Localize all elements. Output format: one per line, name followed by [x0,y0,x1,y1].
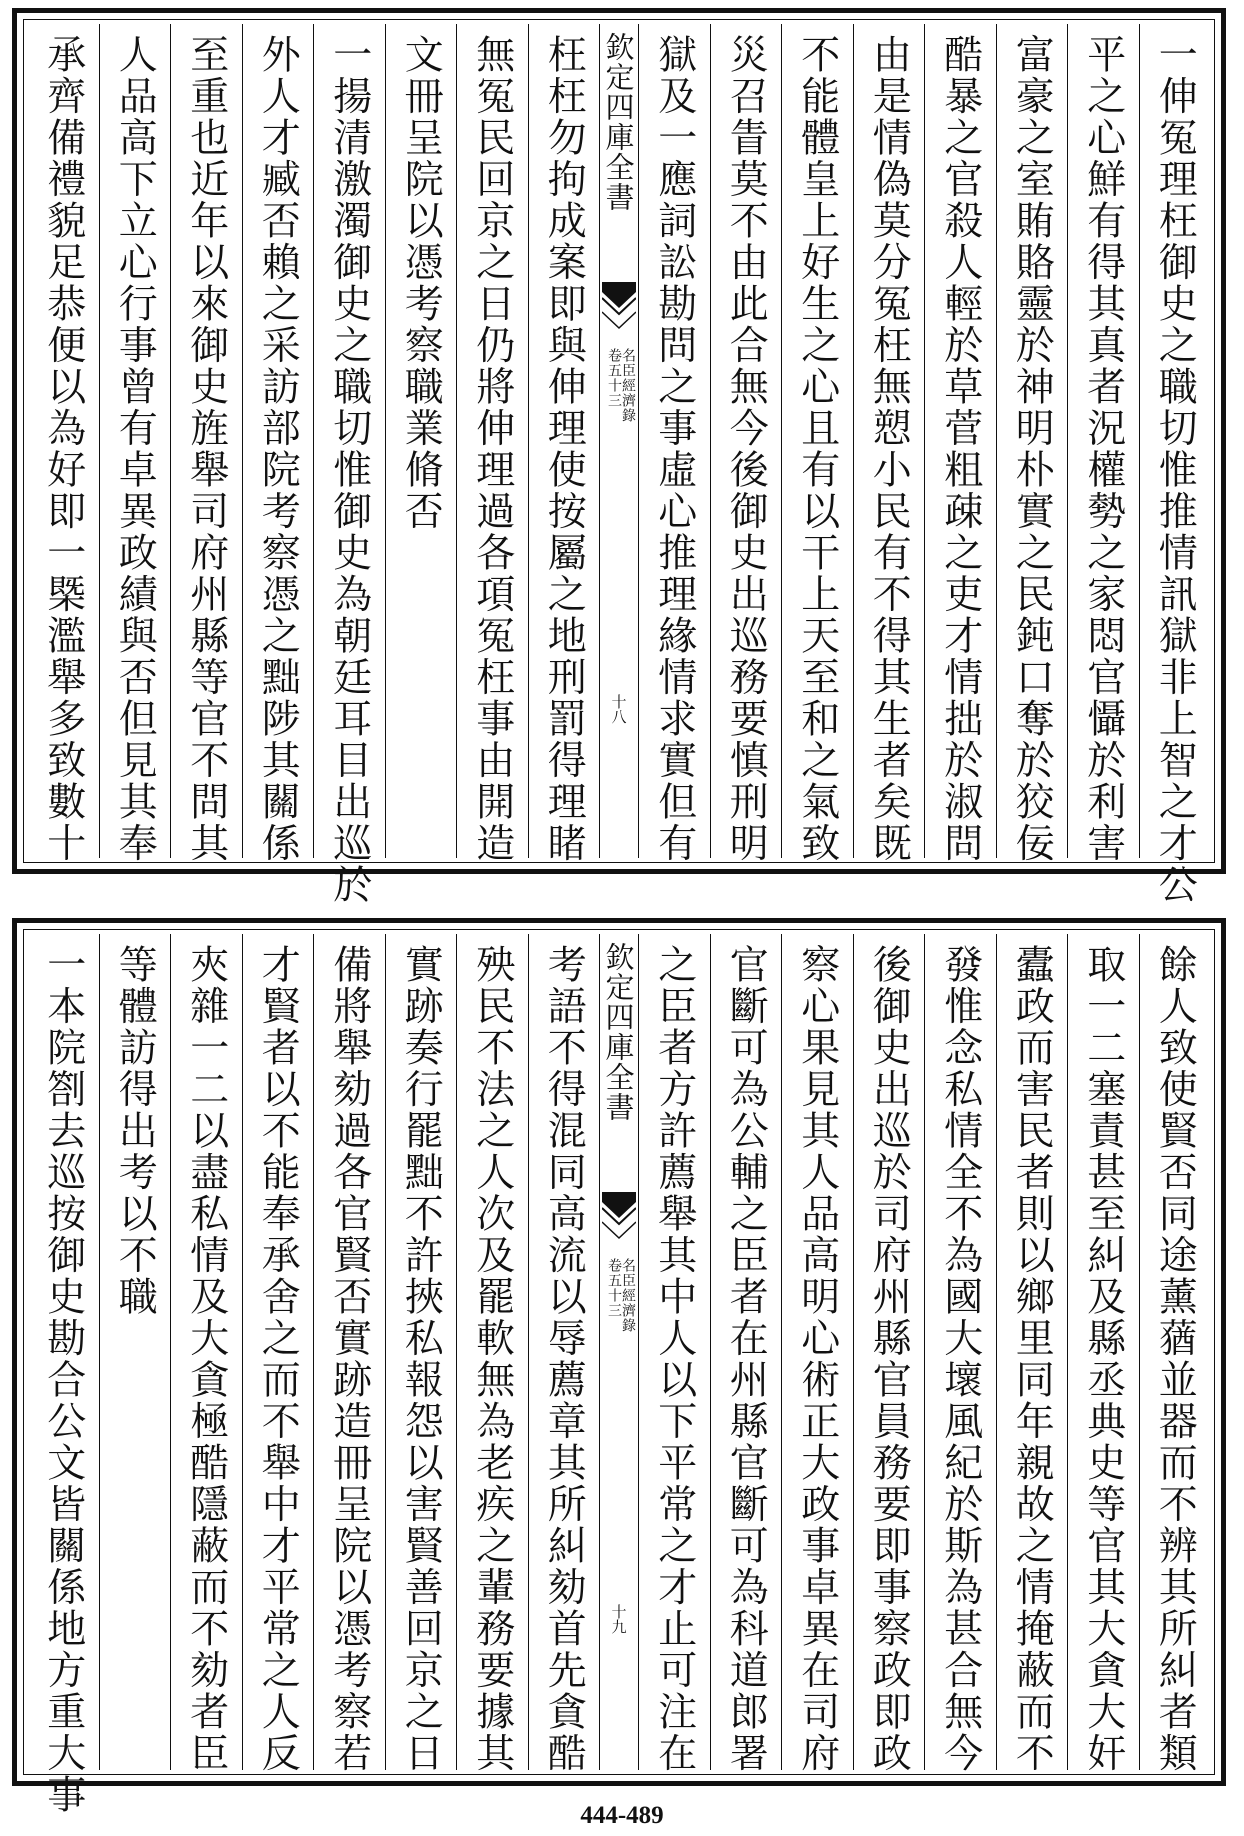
text-column [781,24,853,864]
text-column [28,934,99,1816]
book-name: 名臣經濟錄 [620,1258,636,1333]
fish-tail-mark-icon [602,1192,636,1254]
text-column [313,24,385,906]
text-column [528,24,600,864]
column-text: 富豪之室賄賂靈於神明朴實之民鈍口奪於狡佞 [1009,34,1055,864]
column-text: 文冊呈院以憑考察職業脩否 [398,34,444,532]
column-text: 發惟念私情全不為國大壞風紀於斯為甚合無今 [937,944,983,1774]
column-text: 一伸冤理枉御史之職切惟推情訊獄非上智之才公 [1152,34,1198,906]
text-column [28,24,99,864]
text-column [638,934,710,1774]
column-text: 一揚清激濁御史之職切惟御史為朝廷耳目出巡於 [326,34,372,906]
text-column [99,24,171,864]
column-text: 至重也近年以來御史旌舉司府州縣等官不問其 [183,34,229,864]
book-series-title: 欽定四庫全書 [601,32,636,212]
column-text: 蠹政而害民者則以鄉里同年親故之情掩蔽而不 [1009,944,1055,1774]
text-column [456,934,528,1774]
text-column [385,934,457,1774]
center-fold-column [599,934,638,1770]
column-text: 平之心鮮有得其真者況權勢之家悶官懾於利害 [1080,34,1126,864]
text-column [996,934,1068,1774]
column-text: 殃民不法之人次及罷軟無為老疾之輩務要據其 [469,944,515,1774]
text-column [242,934,314,1774]
column-text: 取一二塞責甚至糾及縣丞典史等官其大貪大奸 [1080,944,1126,1774]
column-text: 餘人致使賢否同途薰蕕並器而不辨其所糾者類 [1152,944,1198,1774]
column-text: 獄及一應詞訟勘問之事虛心推理緣情求實但有 [651,34,697,864]
column-text: 才賢者以不能奉承舍之而不舉中才平常之人反 [255,944,301,1774]
text-column [853,24,925,864]
column-text: 枉枉勿拘成案即與伸理使按屬之地刑罰得理睹 [541,34,587,864]
text-column [170,24,242,864]
column-text: 考語不得混同高流以辱薦章其所糾劾首先貪酷 [541,944,587,1774]
volume-number: 卷五十三 [606,1258,622,1318]
column-text: 酷暴之官殺人輕於草菅粗疎之吏才情拙於淑問 [937,34,983,864]
text-column [313,934,385,1774]
text-column [710,24,782,864]
book-name: 名臣經濟錄 [620,348,636,423]
text-column [924,24,996,864]
column-text: 承齊備禮貌足恭便以為好即一槩濫舉多致數十 [40,34,86,864]
text-column [456,24,528,864]
column-text: 備將舉劾過各官賢否實跡造冊呈院以憑考察若 [326,944,372,1774]
fish-tail-mark-icon [602,282,636,344]
text-column [1139,24,1211,906]
text-column [710,934,782,1774]
column-text: 人品高下立心行事曾有卓異政績與否但見其奉 [112,34,158,864]
text-column [170,934,242,1774]
column-text: 外人才臧否賴之采訪部院考察憑之黜陟其關係 [255,34,301,864]
leaf-number: 十九 [609,1604,628,1634]
text-column [242,24,314,864]
column-text: 夾雜一二以盡私情及大貪極酷隱蔽而不劾者臣 [183,944,229,1774]
text-column [924,934,996,1774]
leaf-number: 十八 [609,694,628,724]
column-text: 不能體皇上好生之心且有以干上天至和之氣致 [794,34,840,864]
column-text: 官斷可為公輔之臣者在州縣官斷可為科道郎署 [723,944,769,1774]
column-text: 一本院劄去巡按御史勘合公文皆關係地方重大事 [40,944,86,1816]
text-column [1067,934,1139,1774]
column-text: 無冤民回京之日仍將伸理過各項冤枉事由開造 [469,34,515,864]
book-series-title: 欽定四庫全書 [601,942,636,1122]
column-text: 災召眚莫不由此合無今後御史出巡務要慎刑明 [723,34,769,864]
text-column [781,934,853,1774]
text-column [99,934,171,1770]
text-column [638,24,710,864]
page-top [12,8,1226,906]
column-text: 等體訪得出考以不職 [112,944,158,1318]
column-text: 實跡奏行罷黜不許挾私報怨以害賢善回京之日 [398,944,444,1774]
text-column [1067,24,1139,864]
column-text: 之臣者方許薦舉其中人以下平常之才止可注在 [651,944,697,1774]
scan-page-number: 444-489 [580,1802,664,1829]
text-column [385,24,457,858]
text-columns [28,24,1210,906]
center-fold-column [599,24,638,858]
column-text: 由是情偽莫分冤枉無愬小民有不得其生者矣既 [866,34,912,864]
text-column [996,24,1068,864]
text-column [853,934,925,1774]
column-text: 察心果見其人品高明心術正大政事卓異在司府 [794,944,840,1774]
volume-number: 卷五十三 [606,348,622,408]
column-text: 後御史出巡於司府州縣官員務要即事察政即政 [866,944,912,1774]
text-column [1139,934,1211,1774]
text-column [528,934,600,1774]
